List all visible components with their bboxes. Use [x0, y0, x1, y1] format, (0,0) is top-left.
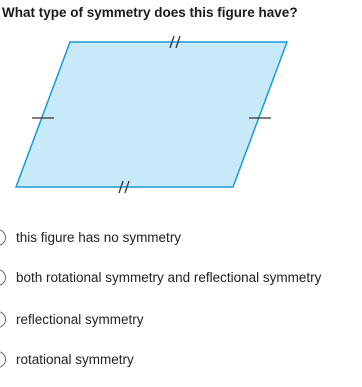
radio-button[interactable]	[0, 229, 6, 246]
radio-button[interactable]	[0, 269, 6, 286]
radio-button[interactable]	[0, 351, 6, 368]
parallelogram-shape	[16, 42, 287, 187]
question-text: What type of symmetry does this figure have?	[2, 5, 298, 20]
radio-button[interactable]	[0, 311, 6, 328]
option-label: rotational symmetry	[16, 352, 134, 367]
option-label: this figure has no symmetry	[16, 230, 182, 245]
option-label: both rotational symmetry and reflectional symmetry	[16, 270, 322, 285]
option-label: reflectional symmetry	[16, 312, 144, 327]
